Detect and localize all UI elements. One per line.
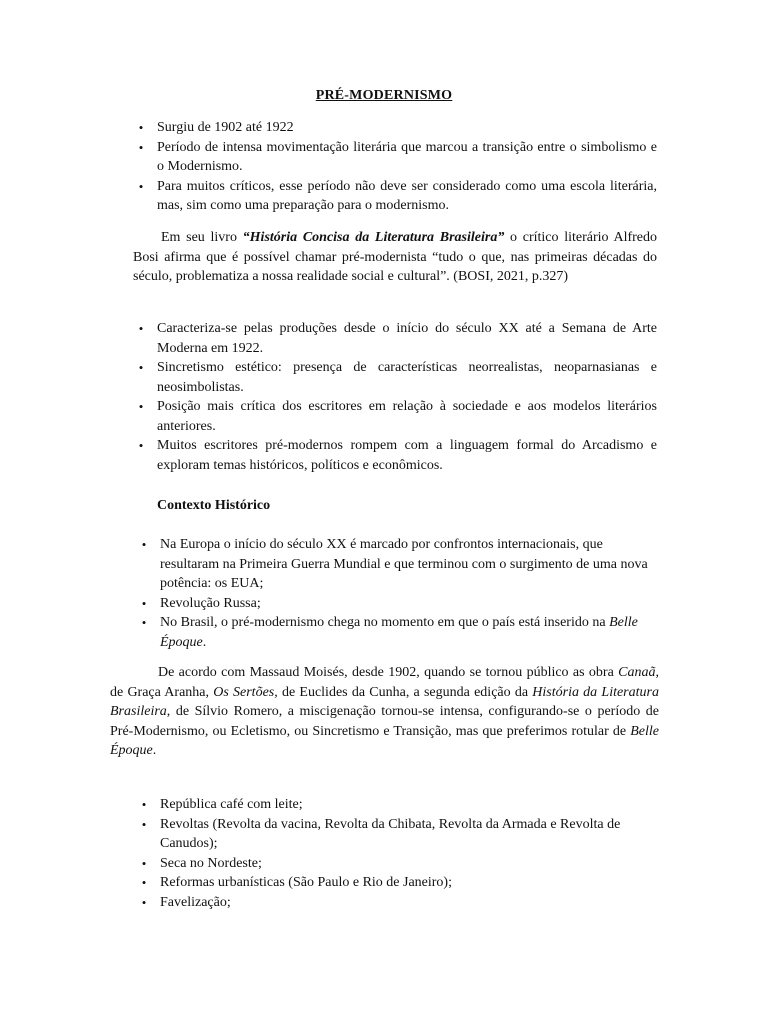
section-heading: Contexto Histórico — [157, 498, 271, 513]
list-item-text: Surgiu de 1902 até 1922 — [157, 120, 294, 135]
list-item — [133, 397, 657, 436]
paragraph-text: De acordo com Massaud Moisés, desde 1902, quando se tornou público as obra — [158, 665, 619, 680]
bullet-icon: • — [141, 875, 147, 890]
italic-work-title: Os Sertões — [213, 684, 275, 700]
bullet-icon: • — [138, 178, 144, 194]
italic-term: Belle Époque — [160, 615, 638, 650]
list-item — [136, 535, 652, 594]
intro-bullet-list — [133, 118, 657, 216]
bullet-icon: • — [141, 537, 147, 552]
list-item — [136, 815, 656, 854]
paragraph-text: . — [152, 743, 157, 758]
historical-context-list — [136, 535, 652, 652]
characteristics-bullet-list — [133, 319, 657, 475]
list-item — [136, 873, 656, 893]
list-item-text: Na Europa o início do século XX é marcado por confrontos internacionais, que resultaram na Primeira Guerra Mundial e que terminou com o surgimento de uma nova potência: os EUA; — [160, 537, 648, 591]
list-item-text: Reformas urbanísticas (São Paulo e Rio de Janeiro); — [160, 875, 452, 890]
list-item-text: Para muitos críticos, esse período não deve ser considerado como uma escola literária, mas, sim como uma preparação para o modernismo. — [157, 178, 657, 213]
list-item — [133, 358, 657, 397]
bosi-paragraph — [133, 228, 657, 287]
list-item-text: Revoltas (Revolta da vacina, Revolta da Chibata, Revolta da Armada e Revolta de Canudos); — [160, 816, 621, 851]
bullet-icon: • — [138, 360, 144, 375]
list-item-text: República café com leite; — [160, 797, 303, 812]
list-item — [133, 319, 657, 358]
bullet-icon: • — [138, 139, 144, 155]
bullet-icon: • — [138, 321, 144, 336]
list-item — [136, 854, 656, 874]
paragraph-text: , de Euclides da Cunha, a segunda edição da — [274, 684, 533, 700]
italic-term: Belle Époque — [110, 723, 659, 758]
bullet-icon: • — [141, 816, 147, 832]
list-item-text: Sincretismo estético: presença de características neorrealistas, neoparnasianas e neosimbolistas. — [157, 360, 657, 395]
bullet-icon: • — [141, 894, 147, 910]
bullet-icon: • — [141, 797, 147, 812]
bullet-icon: • — [141, 615, 147, 630]
list-item-text: Seca no Nordeste; — [160, 855, 262, 871]
list-item-text: Caracteriza-se pelas produções desde o início do século XX até a Semana de Arte Moderna em 1922. — [157, 321, 657, 356]
list-item — [133, 177, 657, 216]
bullet-icon: • — [138, 120, 144, 135]
bullet-icon: • — [141, 855, 147, 871]
bullet-icon: • — [138, 438, 144, 453]
list-item — [136, 893, 656, 913]
list-item — [136, 795, 656, 815]
list-item-text: Período de intensa movimentação literária que marcou a transição entre o simbolismo e o Modernismo. — [157, 139, 657, 174]
list-item-text: No Brasil, o pré-modernismo chega no momento em que o país está inserido na — [160, 615, 610, 630]
bullet-icon: • — [138, 399, 144, 414]
italic-work-title: Canaã — [618, 665, 656, 680]
paragraph-text: , de Graça Aranha, — [110, 665, 659, 700]
list-item-text: Muitos escritores pré-modernos rompem com a linguagem formal do Arcadismo e exploram temas históricos, políticos e econômicos. — [157, 438, 657, 473]
list-item — [133, 118, 657, 138]
brazil-context-list — [136, 795, 656, 912]
paragraph-text: , de Sílvio Romero, a miscigenação tornou-se intensa, configurando-se o período de Pré-Modernismo, ou Ecletismo, ou Sincretismo e Transição, mas que preferimos rotular de — [110, 704, 659, 739]
bullet-icon: • — [141, 595, 147, 611]
list-item-end: . — [202, 634, 207, 650]
list-item — [136, 594, 652, 614]
page-title: PRÉ-MODERNISMO — [315, 88, 453, 103]
paragraph-intro: Em seu livro — [161, 230, 243, 245]
list-item-text: Posição mais crítica dos escritores em relação à sociedade e aos modelos literários anteriores. — [157, 399, 657, 434]
list-item — [133, 138, 657, 177]
list-item — [133, 436, 657, 475]
list-item-text: Revolução Russa; — [160, 595, 261, 611]
book-title: “História Concisa da Literatura Brasileira” — [242, 230, 505, 245]
moises-paragraph — [110, 663, 659, 761]
italic-work-title: História da Literatura Brasileira — [110, 684, 659, 719]
list-item-text: Favelização; — [160, 894, 231, 910]
list-item — [136, 613, 652, 652]
paragraph-rest: o crítico literário Alfredo Bosi afirma que é possível chamar pré-modernista “tudo o que, nas primeiras décadas do século, problematiza a nossa realidade social e cultural”. (BOSI, 2021, p.327) — [133, 230, 657, 284]
